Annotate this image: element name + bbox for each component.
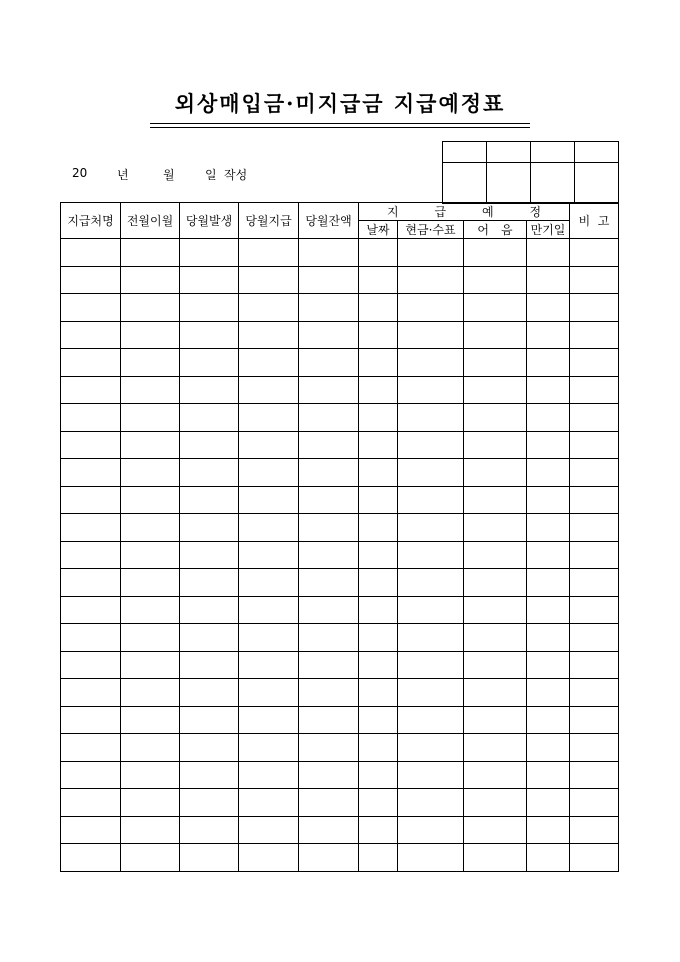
table-row bbox=[61, 679, 619, 707]
table-cell[interactable] bbox=[180, 541, 239, 569]
date-day-label: 일 bbox=[205, 168, 217, 182]
sub-header-bill: 어 음 bbox=[464, 221, 527, 239]
table-cell[interactable] bbox=[527, 789, 570, 817]
table-cell[interactable] bbox=[299, 844, 359, 872]
approval-header-cell bbox=[443, 142, 487, 163]
table-cell[interactable] bbox=[570, 294, 619, 322]
table-cell[interactable] bbox=[121, 294, 180, 322]
table-row bbox=[61, 459, 619, 487]
col-header-remarks: 비 고 bbox=[570, 203, 619, 239]
table-cell[interactable] bbox=[299, 514, 359, 542]
table-cell[interactable] bbox=[239, 486, 299, 514]
table-row bbox=[61, 844, 619, 872]
table-cell[interactable] bbox=[239, 349, 299, 377]
table-cell[interactable] bbox=[359, 459, 398, 487]
table-cell[interactable] bbox=[121, 789, 180, 817]
approval-box bbox=[442, 141, 619, 204]
col-header-monthly-balance: 당월잔액 bbox=[299, 203, 359, 239]
col-header-payee: 지급처명 bbox=[61, 203, 121, 239]
table-cell[interactable] bbox=[61, 679, 121, 707]
table-cell[interactable] bbox=[570, 404, 619, 432]
table-cell[interactable] bbox=[570, 816, 619, 844]
table-cell[interactable] bbox=[527, 679, 570, 707]
table-cell[interactable] bbox=[299, 431, 359, 459]
table-cell[interactable] bbox=[359, 706, 398, 734]
table-cell[interactable] bbox=[359, 349, 398, 377]
table-cell[interactable] bbox=[527, 734, 570, 762]
table-cell[interactable] bbox=[464, 624, 527, 652]
table-cell[interactable] bbox=[121, 266, 180, 294]
table-cell[interactable] bbox=[570, 844, 619, 872]
table-cell[interactable] bbox=[61, 349, 121, 377]
table-cell[interactable] bbox=[464, 239, 527, 267]
table-cell[interactable] bbox=[239, 734, 299, 762]
table-cell[interactable] bbox=[299, 266, 359, 294]
table-cell[interactable] bbox=[180, 569, 239, 597]
table-cell[interactable] bbox=[299, 816, 359, 844]
table-cell[interactable] bbox=[398, 431, 464, 459]
group-header-char: 급 bbox=[434, 205, 447, 219]
table-cell[interactable] bbox=[359, 486, 398, 514]
table-row bbox=[61, 789, 619, 817]
table-cell[interactable] bbox=[570, 541, 619, 569]
table-cell[interactable] bbox=[61, 844, 121, 872]
sub-header-due-date: 만기일 bbox=[527, 221, 570, 239]
table-cell[interactable] bbox=[239, 404, 299, 432]
table-cell[interactable] bbox=[527, 514, 570, 542]
table-cell[interactable] bbox=[359, 404, 398, 432]
title-underline-top bbox=[150, 123, 530, 124]
table-cell[interactable] bbox=[239, 239, 299, 267]
table-cell[interactable] bbox=[239, 651, 299, 679]
table-cell[interactable] bbox=[359, 321, 398, 349]
group-header-payment-plan bbox=[359, 203, 570, 221]
table-cell[interactable] bbox=[180, 734, 239, 762]
table-cell[interactable] bbox=[527, 761, 570, 789]
table-cell[interactable] bbox=[299, 789, 359, 817]
table-row bbox=[61, 514, 619, 542]
table-row bbox=[61, 624, 619, 652]
table-row bbox=[61, 816, 619, 844]
table-cell[interactable] bbox=[398, 789, 464, 817]
date-month-label: 월 bbox=[163, 168, 175, 182]
table-cell[interactable] bbox=[180, 404, 239, 432]
table-cell[interactable] bbox=[464, 459, 527, 487]
approval-sign-cell[interactable] bbox=[487, 163, 531, 204]
table-cell[interactable] bbox=[121, 734, 180, 762]
page-title: 외상매입금·미지급금 지급예정표 bbox=[174, 91, 506, 116]
table-cell[interactable] bbox=[527, 349, 570, 377]
table-cell[interactable] bbox=[180, 266, 239, 294]
table-cell[interactable] bbox=[398, 266, 464, 294]
table-cell[interactable] bbox=[398, 376, 464, 404]
table-cell[interactable] bbox=[121, 541, 180, 569]
table-cell[interactable] bbox=[359, 844, 398, 872]
table-cell[interactable] bbox=[398, 541, 464, 569]
table-cell[interactable] bbox=[464, 404, 527, 432]
table-cell[interactable] bbox=[398, 404, 464, 432]
table-cell[interactable] bbox=[398, 239, 464, 267]
table-cell[interactable] bbox=[398, 651, 464, 679]
table-cell[interactable] bbox=[464, 321, 527, 349]
table-cell[interactable] bbox=[464, 816, 527, 844]
table-cell[interactable] bbox=[299, 459, 359, 487]
table-cell[interactable] bbox=[180, 844, 239, 872]
table-cell[interactable] bbox=[180, 294, 239, 322]
table-cell[interactable] bbox=[299, 679, 359, 707]
table-row bbox=[61, 761, 619, 789]
table-cell[interactable] bbox=[570, 486, 619, 514]
table-cell[interactable] bbox=[398, 349, 464, 377]
table-cell[interactable] bbox=[527, 706, 570, 734]
table-row bbox=[61, 349, 619, 377]
table-cell[interactable] bbox=[299, 761, 359, 789]
table-cell[interactable] bbox=[121, 596, 180, 624]
table-cell[interactable] bbox=[570, 266, 619, 294]
table-cell[interactable] bbox=[61, 706, 121, 734]
table-row bbox=[61, 706, 619, 734]
table-cell[interactable] bbox=[121, 431, 180, 459]
table-cell[interactable] bbox=[570, 596, 619, 624]
table-cell[interactable] bbox=[359, 651, 398, 679]
table-cell[interactable] bbox=[180, 321, 239, 349]
table-row bbox=[61, 431, 619, 459]
table-cell[interactable] bbox=[299, 624, 359, 652]
col-header-monthly-incurred: 당월발생 bbox=[180, 203, 239, 239]
table-cell[interactable] bbox=[299, 404, 359, 432]
table-cell[interactable] bbox=[121, 651, 180, 679]
table-row bbox=[61, 541, 619, 569]
table-cell[interactable] bbox=[527, 266, 570, 294]
table-cell[interactable] bbox=[570, 376, 619, 404]
table-cell[interactable] bbox=[180, 624, 239, 652]
table-cell[interactable] bbox=[121, 349, 180, 377]
table-row bbox=[61, 266, 619, 294]
col-header-carried-over: 전월이월 bbox=[121, 203, 180, 239]
table-cell[interactable] bbox=[359, 514, 398, 542]
table-cell[interactable] bbox=[299, 294, 359, 322]
table-cell[interactable] bbox=[239, 266, 299, 294]
table-cell[interactable] bbox=[299, 734, 359, 762]
table-cell[interactable] bbox=[299, 651, 359, 679]
table-cell[interactable] bbox=[398, 679, 464, 707]
sub-header-cash-check: 현금·수표 bbox=[398, 221, 464, 239]
table-cell[interactable] bbox=[61, 569, 121, 597]
table-cell[interactable] bbox=[398, 761, 464, 789]
sub-header-date: 날짜 bbox=[359, 221, 398, 239]
table-cell[interactable] bbox=[464, 844, 527, 872]
table-cell[interactable] bbox=[359, 239, 398, 267]
table-cell[interactable] bbox=[61, 734, 121, 762]
table-cell[interactable] bbox=[359, 294, 398, 322]
table-cell[interactable] bbox=[527, 459, 570, 487]
table-cell[interactable] bbox=[239, 459, 299, 487]
group-header-char: 지 bbox=[386, 205, 399, 219]
approval-header-cell bbox=[487, 142, 531, 163]
table-cell[interactable] bbox=[570, 706, 619, 734]
approval-sign-cell[interactable] bbox=[575, 163, 619, 204]
table-cell[interactable] bbox=[527, 596, 570, 624]
table-cell[interactable] bbox=[299, 486, 359, 514]
table-cell[interactable] bbox=[239, 761, 299, 789]
table-cell[interactable] bbox=[359, 376, 398, 404]
table-cell[interactable] bbox=[299, 321, 359, 349]
table-cell[interactable] bbox=[61, 761, 121, 789]
table-body bbox=[61, 239, 619, 872]
table-cell[interactable] bbox=[527, 569, 570, 597]
table-cell[interactable] bbox=[464, 486, 527, 514]
table-cell[interactable] bbox=[527, 624, 570, 652]
table-row bbox=[61, 651, 619, 679]
table-cell[interactable] bbox=[464, 706, 527, 734]
table-cell[interactable] bbox=[527, 376, 570, 404]
table-cell[interactable] bbox=[239, 541, 299, 569]
table-cell[interactable] bbox=[359, 789, 398, 817]
table-cell[interactable] bbox=[359, 624, 398, 652]
approval-header-cell bbox=[575, 142, 619, 163]
table-cell[interactable] bbox=[464, 761, 527, 789]
date-suffix: 작성 bbox=[224, 168, 248, 182]
table-cell[interactable] bbox=[464, 294, 527, 322]
table-cell[interactable] bbox=[180, 816, 239, 844]
table-cell[interactable] bbox=[180, 376, 239, 404]
table-row bbox=[61, 596, 619, 624]
table-cell[interactable] bbox=[121, 486, 180, 514]
table-cell[interactable] bbox=[239, 376, 299, 404]
table-cell[interactable] bbox=[61, 651, 121, 679]
table-cell[interactable] bbox=[61, 624, 121, 652]
payment-schedule-table bbox=[60, 202, 619, 872]
table-cell[interactable] bbox=[61, 239, 121, 267]
title-underline-bottom bbox=[150, 127, 530, 128]
table-cell[interactable] bbox=[239, 789, 299, 817]
table-cell[interactable] bbox=[239, 816, 299, 844]
date-year-prefix: 20 bbox=[72, 166, 88, 180]
table-cell[interactable] bbox=[299, 541, 359, 569]
table-cell[interactable] bbox=[359, 734, 398, 762]
table-cell[interactable] bbox=[180, 486, 239, 514]
table-cell[interactable] bbox=[464, 596, 527, 624]
col-header-monthly-paid: 당월지급 bbox=[239, 203, 299, 239]
table-cell[interactable] bbox=[570, 431, 619, 459]
table-cell[interactable] bbox=[570, 514, 619, 542]
table-cell[interactable] bbox=[299, 376, 359, 404]
table-cell[interactable] bbox=[464, 679, 527, 707]
table-cell[interactable] bbox=[570, 624, 619, 652]
table-cell[interactable] bbox=[398, 734, 464, 762]
table-cell[interactable] bbox=[570, 789, 619, 817]
table-cell[interactable] bbox=[464, 569, 527, 597]
table-cell[interactable] bbox=[398, 569, 464, 597]
table-cell[interactable] bbox=[121, 569, 180, 597]
table-cell[interactable] bbox=[180, 679, 239, 707]
approval-header-cell bbox=[531, 142, 575, 163]
table-cell[interactable] bbox=[239, 679, 299, 707]
table-cell[interactable] bbox=[527, 816, 570, 844]
table-cell[interactable] bbox=[299, 239, 359, 267]
table-cell[interactable] bbox=[464, 266, 527, 294]
table-row bbox=[61, 404, 619, 432]
table-cell[interactable] bbox=[398, 294, 464, 322]
table-cell[interactable] bbox=[121, 514, 180, 542]
table-cell[interactable] bbox=[61, 596, 121, 624]
table-cell[interactable] bbox=[570, 321, 619, 349]
table-cell[interactable] bbox=[398, 459, 464, 487]
table-cell[interactable] bbox=[61, 789, 121, 817]
table-cell[interactable] bbox=[299, 596, 359, 624]
table-cell[interactable] bbox=[398, 596, 464, 624]
table-cell[interactable] bbox=[121, 816, 180, 844]
table-cell[interactable] bbox=[180, 706, 239, 734]
table-cell[interactable] bbox=[299, 569, 359, 597]
table-cell[interactable] bbox=[121, 844, 180, 872]
table-cell[interactable] bbox=[527, 404, 570, 432]
table-cell[interactable] bbox=[121, 624, 180, 652]
table-cell[interactable] bbox=[239, 431, 299, 459]
table-cell[interactable] bbox=[239, 569, 299, 597]
table-row bbox=[61, 294, 619, 322]
table-cell[interactable] bbox=[464, 734, 527, 762]
table-cell[interactable] bbox=[180, 459, 239, 487]
table-cell[interactable] bbox=[570, 239, 619, 267]
table-cell[interactable] bbox=[570, 734, 619, 762]
table-cell[interactable] bbox=[359, 431, 398, 459]
table-cell[interactable] bbox=[527, 486, 570, 514]
table-cell[interactable] bbox=[299, 349, 359, 377]
table-cell[interactable] bbox=[359, 596, 398, 624]
table-cell[interactable] bbox=[180, 789, 239, 817]
table-cell[interactable] bbox=[61, 376, 121, 404]
table-cell[interactable] bbox=[180, 239, 239, 267]
table-cell[interactable] bbox=[121, 404, 180, 432]
group-header-char: 정 bbox=[529, 205, 542, 219]
table-cell[interactable] bbox=[239, 624, 299, 652]
table-cell[interactable] bbox=[527, 239, 570, 267]
table-cell[interactable] bbox=[398, 816, 464, 844]
table-cell[interactable] bbox=[359, 569, 398, 597]
table-cell[interactable] bbox=[239, 844, 299, 872]
table-cell[interactable] bbox=[464, 376, 527, 404]
table-cell[interactable] bbox=[61, 816, 121, 844]
table-cell[interactable] bbox=[61, 541, 121, 569]
group-header-char: 예 bbox=[481, 205, 494, 219]
table-cell[interactable] bbox=[121, 761, 180, 789]
table-cell[interactable] bbox=[121, 321, 180, 349]
table-cell[interactable] bbox=[121, 679, 180, 707]
table-cell[interactable] bbox=[359, 761, 398, 789]
table-cell[interactable] bbox=[239, 321, 299, 349]
table-cell[interactable] bbox=[180, 761, 239, 789]
table-cell[interactable] bbox=[398, 321, 464, 349]
table-cell[interactable] bbox=[570, 459, 619, 487]
table-row bbox=[61, 376, 619, 404]
table-cell[interactable] bbox=[527, 431, 570, 459]
table-cell[interactable] bbox=[299, 706, 359, 734]
table-cell[interactable] bbox=[359, 816, 398, 844]
table-cell[interactable] bbox=[464, 514, 527, 542]
table-cell[interactable] bbox=[398, 624, 464, 652]
table-cell[interactable] bbox=[180, 349, 239, 377]
table-cell[interactable] bbox=[464, 651, 527, 679]
table-cell[interactable] bbox=[180, 596, 239, 624]
table-cell[interactable] bbox=[61, 459, 121, 487]
table-cell[interactable] bbox=[239, 596, 299, 624]
table-row bbox=[61, 321, 619, 349]
table-row bbox=[61, 569, 619, 597]
table-cell[interactable] bbox=[61, 321, 121, 349]
table-cell[interactable] bbox=[527, 541, 570, 569]
table-cell[interactable] bbox=[121, 239, 180, 267]
table-cell[interactable] bbox=[398, 514, 464, 542]
table-cell[interactable] bbox=[398, 706, 464, 734]
table-cell[interactable] bbox=[464, 431, 527, 459]
table-cell[interactable] bbox=[527, 651, 570, 679]
table-cell[interactable] bbox=[61, 486, 121, 514]
table-cell[interactable] bbox=[61, 404, 121, 432]
table-cell[interactable] bbox=[398, 486, 464, 514]
table-cell[interactable] bbox=[527, 844, 570, 872]
table-cell[interactable] bbox=[570, 569, 619, 597]
table-cell[interactable] bbox=[359, 679, 398, 707]
table-cell[interactable] bbox=[121, 376, 180, 404]
table-cell[interactable] bbox=[570, 761, 619, 789]
approval-sign-cell[interactable] bbox=[531, 163, 575, 204]
table-cell[interactable] bbox=[464, 789, 527, 817]
table-cell[interactable] bbox=[359, 541, 398, 569]
date-year-label: 년 bbox=[117, 168, 129, 182]
table-cell[interactable] bbox=[121, 706, 180, 734]
table-row bbox=[61, 734, 619, 762]
table-cell[interactable] bbox=[180, 514, 239, 542]
table-cell[interactable] bbox=[239, 706, 299, 734]
table-cell[interactable] bbox=[359, 266, 398, 294]
table-cell[interactable] bbox=[464, 349, 527, 377]
table-cell[interactable] bbox=[464, 541, 527, 569]
table-cell[interactable] bbox=[180, 431, 239, 459]
table-row bbox=[61, 486, 619, 514]
table-cell[interactable] bbox=[61, 431, 121, 459]
table-cell[interactable] bbox=[61, 266, 121, 294]
table-cell[interactable] bbox=[570, 349, 619, 377]
table-cell[interactable] bbox=[180, 651, 239, 679]
table-cell[interactable] bbox=[61, 514, 121, 542]
table-cell[interactable] bbox=[527, 321, 570, 349]
table-cell[interactable] bbox=[239, 294, 299, 322]
table-cell[interactable] bbox=[398, 844, 464, 872]
approval-sign-cell[interactable] bbox=[443, 163, 487, 204]
table-cell[interactable] bbox=[239, 514, 299, 542]
table-row bbox=[61, 239, 619, 267]
table-cell[interactable] bbox=[121, 459, 180, 487]
table-cell[interactable] bbox=[570, 651, 619, 679]
table-cell[interactable] bbox=[570, 679, 619, 707]
table-cell[interactable] bbox=[61, 294, 121, 322]
table-cell[interactable] bbox=[527, 294, 570, 322]
